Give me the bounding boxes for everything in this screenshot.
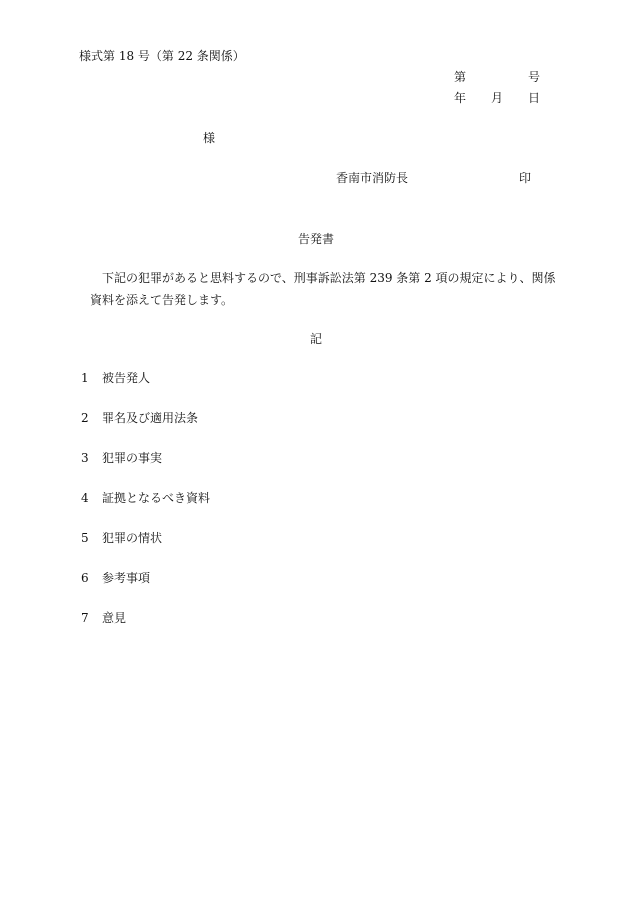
list-item [81,570,150,586]
item-number: 1 [81,371,89,385]
sender-name: 香南市消防長 [336,171,409,185]
body-text-line-2: 資料を添えて告発します。 [90,293,234,307]
document-number-prefix: 第 [454,70,467,84]
item-label: 犯罪の情状 [102,531,163,545]
list-item [81,410,198,426]
document-title: 告発書 [298,232,335,246]
ki-heading: 記 [310,332,323,346]
item-number: 6 [81,571,89,585]
body-text-line-1: 下記の犯罪があると思料するので、刑事訴訟法第 239 条第 2 項の規定により、関係 [102,271,556,285]
item-number: 3 [81,451,89,465]
item-label: 意見 [102,611,127,625]
document-number-suffix: 号 [528,70,541,84]
item-label: 証拠となるべき資料 [102,491,211,505]
item-number: 5 [81,531,89,545]
list-item [81,450,162,466]
form-label: 様式第 18 号（第 22 条関係） [79,49,245,63]
item-label: 罪名及び適用法条 [102,411,199,425]
date-month-label: 月 [491,91,504,105]
seal-mark: 印 [519,171,532,185]
item-number: 4 [81,491,89,505]
list-item [81,370,150,386]
item-label: 犯罪の事実 [102,451,163,465]
item-number: 7 [81,611,89,625]
addressee-honorific: 様 [203,131,216,145]
date-day-label: 日 [528,91,541,105]
list-item [81,610,126,626]
item-number: 2 [81,411,89,425]
date-year-label: 年 [454,91,467,105]
item-label: 被告発人 [102,371,151,385]
list-item [81,530,162,546]
list-item [81,490,210,506]
item-label: 参考事項 [102,571,151,585]
